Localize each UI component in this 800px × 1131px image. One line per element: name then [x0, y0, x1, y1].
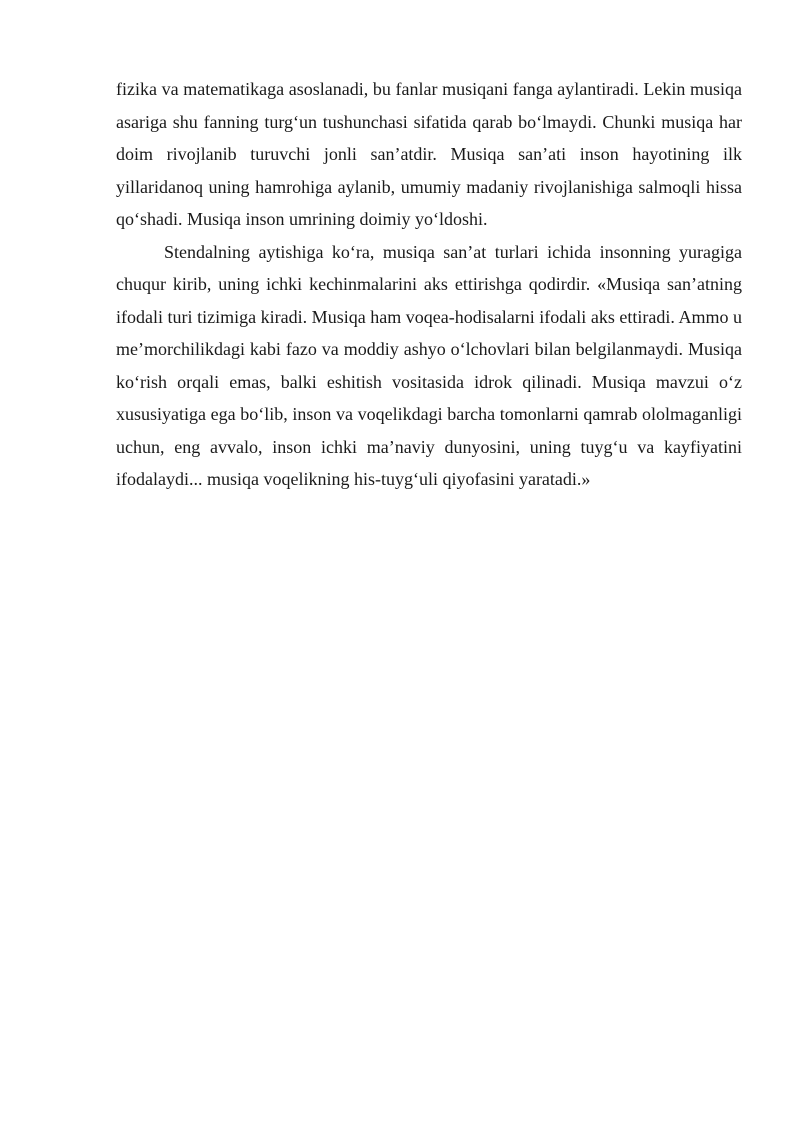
- paragraph-continuation: fizika va matematikaga asoslanadi, bu fanlar musiqani fanga aylantiradi. Lekin musiqa asariga shu fanning turg‘un tushunchasi sifatida qarab bo‘lmaydi. Chunki musiqa har doim rivojlanib turuvchi jonli san’atdir. Musiqa san’ati inson hayotining ilk yillaridanoq uning hamrohiga aylanib, umumiy madaniy rivojlanishiga salmoqli hissa qo‘shadi. Musiqa inson umrining doimiy yo‘ldoshi.: [116, 79, 742, 229]
- paragraph-stendhal-quote: Stendalning aytishiga ko‘ra, musiqa san’at turlari ichida insonning yuragiga chuqur kirib, uning ichki kechinmalarini aks ettirishga qodirdir. «Musiqa san’atning ifodali turi tizimiga kiradi. Musiqa ham voqea-hodisalarni ifodali aks ettiradi. Ammo u me’morchilikdagi kabi fazo va moddiy ashyo o‘lchovlari bilan belgilanmaydi. Musiqa ko‘rish orqali emas, balki eshitish vositasida idrok qilinadi. Musiqa mavzui o‘z xususiyatiga ega bo‘lib, inson va voqelikdagi barcha tomonlarni qamrab ololmaganligi uchun, eng avvalo, inson ichki ma’naviy dunyosini, uning tuyg‘u va kayfiyatini ifodalaydi... musiqa voqelikning his-tuyg‘uli qiyofasini yaratadi.»: [116, 241, 742, 489]
- document-body: [116, 73, 742, 496]
